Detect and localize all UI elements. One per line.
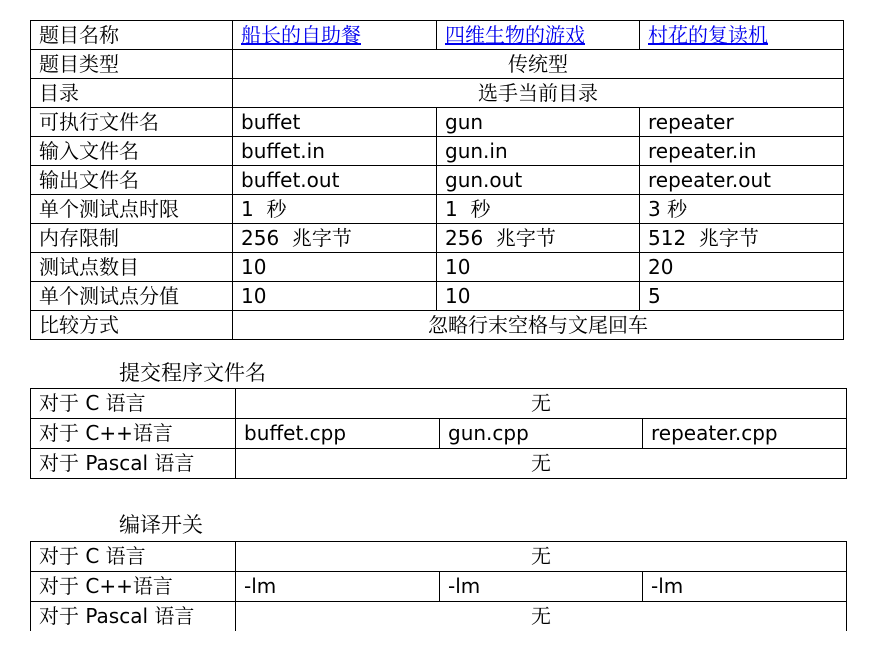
test-count-value: 10: [437, 253, 640, 282]
test-count-value: 10: [233, 253, 437, 282]
cpp-file-value: repeater.cpp: [643, 419, 847, 449]
problem-info-table: [30, 20, 844, 340]
table-row: [31, 602, 847, 632]
memory-limit-value: 256 兆字节: [437, 224, 640, 253]
lang-pascal-label: 对于 Pascal 语言: [31, 602, 236, 632]
table-row: [31, 572, 847, 602]
lang-c-label: 对于 C 语言: [31, 542, 236, 572]
lang-cpp-label: 对于 C++语言: [31, 419, 236, 449]
table-row: [31, 449, 847, 479]
test-score-value: 10: [437, 282, 640, 311]
lang-c-value: 无: [236, 542, 847, 572]
table-row: [31, 50, 844, 79]
executable-value: gun: [437, 108, 640, 137]
input-file-value: repeater.in: [640, 137, 844, 166]
lang-c-value: 无: [236, 389, 847, 419]
table-row: [31, 224, 844, 253]
submit-files-caption: 提交程序文件名: [119, 361, 266, 385]
problem-name-cell[interactable]: [640, 21, 844, 50]
cpp-flag-value: -lm: [643, 572, 847, 602]
cpp-flag-value: -lm: [236, 572, 440, 602]
table-row: [31, 137, 844, 166]
problem-name-cell[interactable]: [233, 21, 437, 50]
table-row: [31, 166, 844, 195]
output-file-label: 输出文件名: [31, 166, 233, 195]
problem-type-label: 题目类型: [31, 50, 233, 79]
time-limit-value: 1 秒: [437, 195, 640, 224]
table-row: [31, 79, 844, 108]
problem-name-label: 题目名称: [31, 21, 233, 50]
problem-link-repeater[interactable]: 村花的复读机: [648, 23, 768, 47]
memory-limit-value: 512 兆字节: [640, 224, 844, 253]
compare-method-value: 忽略行末空格与文尾回车: [233, 311, 844, 340]
problem-link-gun[interactable]: 四维生物的游戏: [445, 23, 585, 47]
test-count-label: 测试点数目: [31, 253, 233, 282]
problem-name-cell[interactable]: [437, 21, 640, 50]
table-row: [31, 108, 844, 137]
input-file-value: gun.in: [437, 137, 640, 166]
table-row: [31, 21, 844, 50]
problem-type-value: 传统型: [233, 50, 844, 79]
executable-value: repeater: [640, 108, 844, 137]
output-file-value: buffet.out: [233, 166, 437, 195]
table-row: [31, 542, 847, 572]
executable-value: buffet: [233, 108, 437, 137]
table-row: [31, 389, 847, 419]
memory-limit-value: 256 兆字节: [233, 224, 437, 253]
directory-label: 目录: [31, 79, 233, 108]
lang-pascal-value: 无: [236, 449, 847, 479]
cpp-file-value: buffet.cpp: [236, 419, 440, 449]
input-file-label: 输入文件名: [31, 137, 233, 166]
table-row: [31, 253, 844, 282]
cpp-file-value: gun.cpp: [440, 419, 643, 449]
lang-cpp-label: 对于 C++语言: [31, 572, 236, 602]
cpp-flag-value: -lm: [440, 572, 643, 602]
table-row: [31, 311, 844, 340]
table-row: [31, 419, 847, 449]
test-score-value: 10: [233, 282, 437, 311]
lang-c-label: 对于 C 语言: [31, 389, 236, 419]
test-score-label: 单个测试点分值: [31, 282, 233, 311]
compile-options-caption: 编译开关: [119, 513, 203, 537]
memory-limit-label: 内存限制: [31, 224, 233, 253]
problem-link-buffet[interactable]: 船长的自助餐: [241, 23, 361, 47]
compare-method-label: 比较方式: [31, 311, 233, 340]
table-row: [31, 282, 844, 311]
time-limit-value: 1 秒: [233, 195, 437, 224]
time-limit-label: 单个测试点时限: [31, 195, 233, 224]
output-file-value: gun.out: [437, 166, 640, 195]
test-count-value: 20: [640, 253, 844, 282]
input-file-value: buffet.in: [233, 137, 437, 166]
compile-options-table: [30, 541, 847, 631]
executable-label: 可执行文件名: [31, 108, 233, 137]
lang-pascal-label: 对于 Pascal 语言: [31, 449, 236, 479]
test-score-value: 5: [640, 282, 844, 311]
directory-value: 选手当前目录: [233, 79, 844, 108]
output-file-value: repeater.out: [640, 166, 844, 195]
time-limit-value: 3 秒: [640, 195, 844, 224]
table-row: [31, 195, 844, 224]
lang-pascal-value: 无: [236, 602, 847, 632]
submit-files-table: [30, 388, 847, 479]
